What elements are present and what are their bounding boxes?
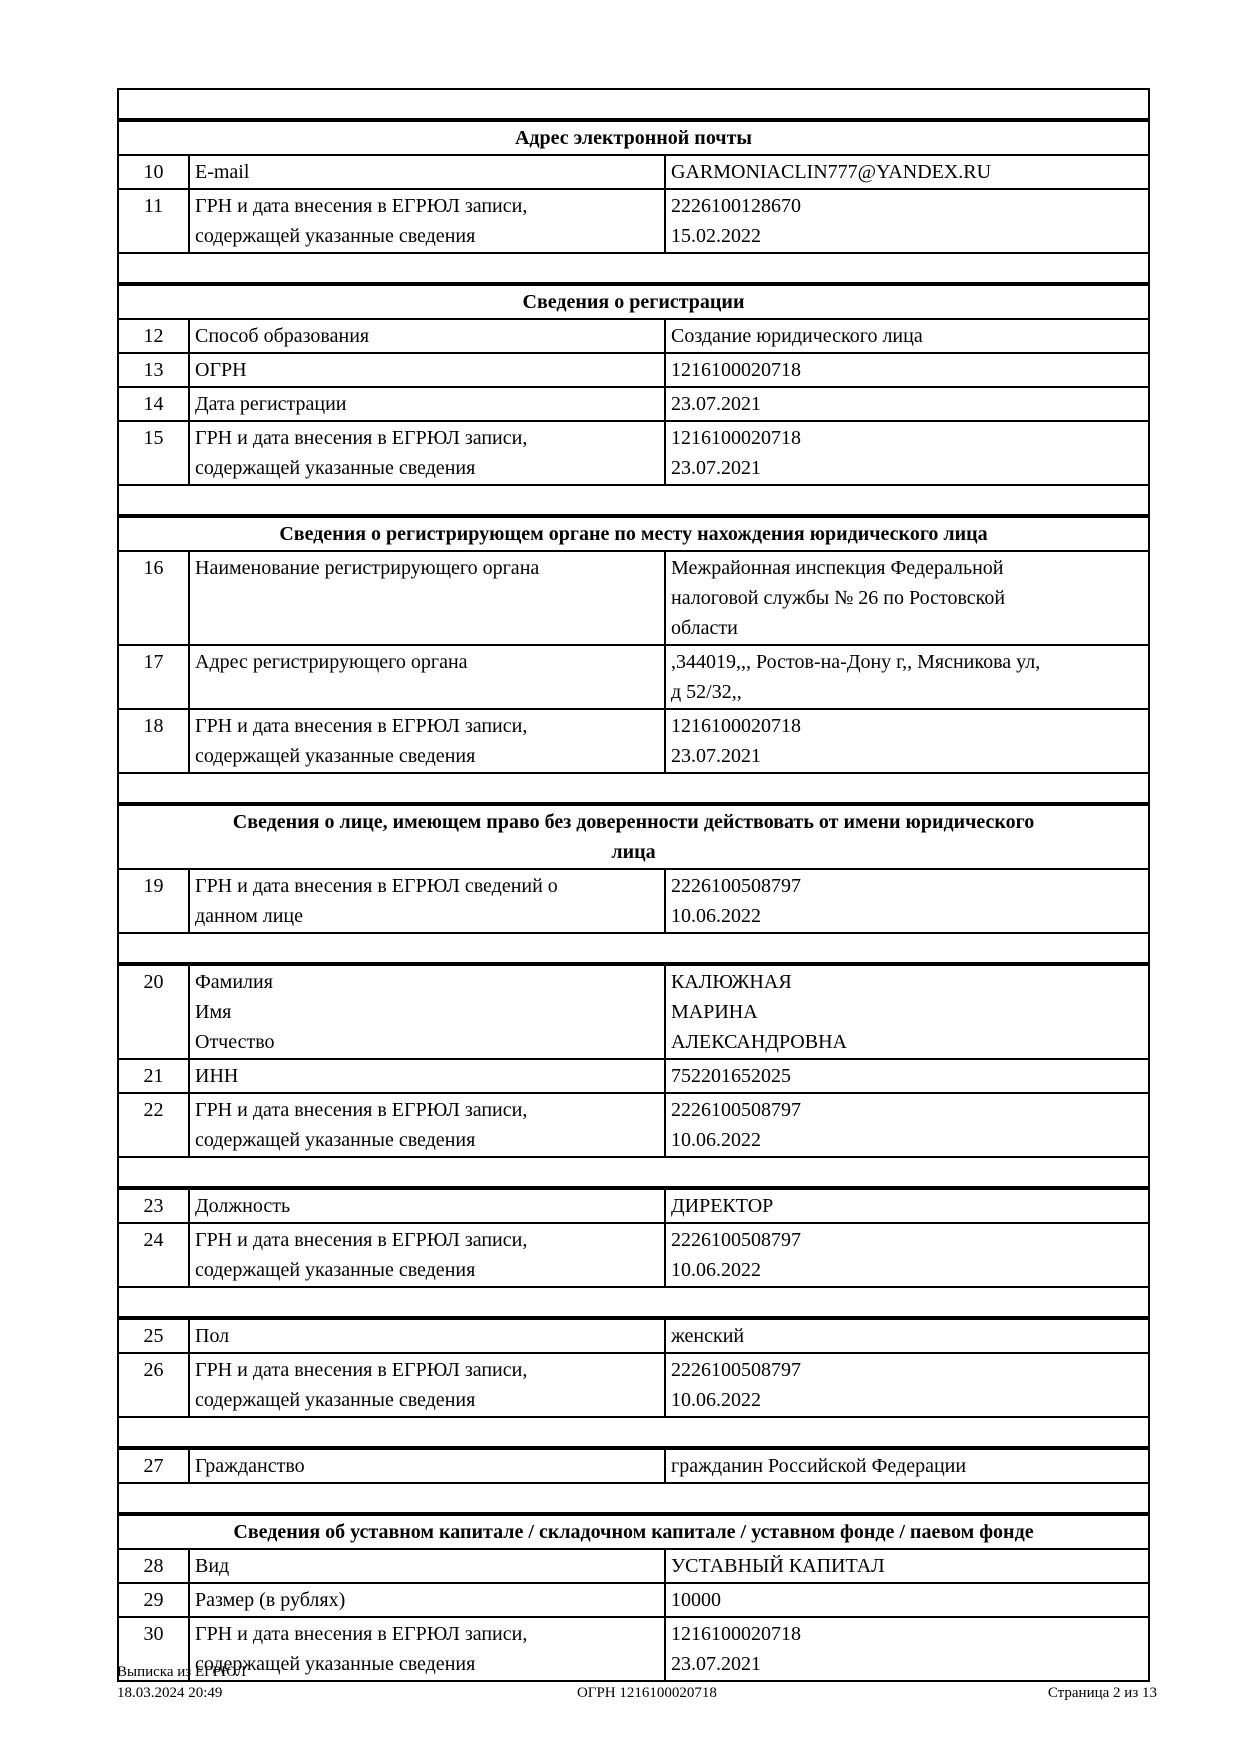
row-label-cell: ГРН и дата внесения в ЕГРЮЛ записи, содержащей указанные сведения xyxy=(189,1223,665,1287)
row-number-cell: 28 xyxy=(118,1549,189,1583)
row-value-cell: гражданин Российской Федерации xyxy=(665,1448,1149,1483)
spacer-cell xyxy=(118,773,1149,804)
row-label-cell: ГРН и дата внесения в ЕГРЮЛ записи, содержащей указанные сведения xyxy=(189,421,665,485)
row-label-cell: E-mail xyxy=(189,155,665,189)
spacer-cell xyxy=(118,253,1149,284)
row-label-cell: Пол xyxy=(189,1318,665,1353)
row-value-cell: 1216100020718 23.07.2021 xyxy=(665,709,1149,773)
table-row xyxy=(118,1059,1149,1093)
row-number-cell: 24 xyxy=(118,1223,189,1287)
table-row xyxy=(118,869,1149,933)
row-label-cell: ГРН и дата внесения в ЕГРЮЛ записи, содержащей указанные сведения xyxy=(189,1353,665,1417)
row-number-cell: 18 xyxy=(118,709,189,773)
section-header: Сведения о лице, имеющем право без доверенности действовать от имени юридического лица xyxy=(118,804,1149,869)
row-number-cell: 23 xyxy=(118,1188,189,1223)
table-row xyxy=(118,709,1149,773)
row-value-cell: ,344019,,, Ростов-на-Дону г,, Мясникова ул, д 52/32,, xyxy=(665,645,1149,709)
row-number-cell: 27 xyxy=(118,1448,189,1483)
row-number-cell: 16 xyxy=(118,551,189,645)
egrul-table xyxy=(117,88,1150,1682)
row-value-cell: КАЛЮЖНАЯ МАРИНА АЛЕКСАНДРОВНА xyxy=(665,964,1149,1059)
row-label-cell: ГРН и дата внесения в ЕГРЮЛ записи, содержащей указанные сведения xyxy=(189,1617,665,1681)
table-row xyxy=(118,1583,1149,1617)
table-row xyxy=(118,1188,1149,1223)
table-row xyxy=(118,1353,1149,1417)
table-row xyxy=(118,551,1149,645)
spacer-row xyxy=(118,1417,1149,1448)
row-number-cell: 10 xyxy=(118,155,189,189)
row-label-cell: Адрес регистрирующего органа xyxy=(189,645,665,709)
section-header: Сведения о регистрирующем органе по месту нахождения юридического лица xyxy=(118,516,1149,551)
spacer-cell xyxy=(118,1157,1149,1188)
section-header-row xyxy=(118,804,1149,869)
row-label-cell: ГРН и дата внесения в ЕГРЮЛ записи, содержащей указанные сведения xyxy=(189,709,665,773)
row-value-cell: 2226100128670 15.02.2022 xyxy=(665,189,1149,253)
row-number-cell: 30 xyxy=(118,1617,189,1681)
row-number-cell: 26 xyxy=(118,1353,189,1417)
row-value-cell: 1216100020718 23.07.2021 xyxy=(665,1617,1149,1681)
table-row xyxy=(118,155,1149,189)
row-value-cell: Создание юридического лица xyxy=(665,319,1149,353)
spacer-row xyxy=(118,253,1149,284)
table-row xyxy=(118,1318,1149,1353)
row-value-cell: 1216100020718 xyxy=(665,353,1149,387)
row-label-cell: ИНН xyxy=(189,1059,665,1093)
row-label-cell: Наименование регистрирующего органа xyxy=(189,551,665,645)
section-header-row xyxy=(118,516,1149,551)
spacer-row xyxy=(118,1483,1149,1514)
egrul-table-body xyxy=(118,89,1149,1681)
footer-datetime: 18.03.2024 20:49 xyxy=(117,1685,223,1701)
row-value-cell: GARMONIACLIN777@YANDEX.RU xyxy=(665,155,1149,189)
spacer-row xyxy=(118,1157,1149,1188)
row-number-cell: 14 xyxy=(118,387,189,421)
page-footer xyxy=(117,1662,1157,1704)
row-label-cell: Фамилия Имя Отчество xyxy=(189,964,665,1059)
row-value-cell: Межрайонная инспекция Федеральной налоговой службы № 26 по Ростовской области xyxy=(665,551,1149,645)
table-row xyxy=(118,1093,1149,1157)
row-value-cell: 1216100020718 23.07.2021 xyxy=(665,421,1149,485)
spacer-row xyxy=(118,773,1149,804)
row-number-cell: 12 xyxy=(118,319,189,353)
row-value-cell: 2226100508797 10.06.2022 xyxy=(665,1353,1149,1417)
table-row xyxy=(118,387,1149,421)
row-label-cell: ГРН и дата внесения в ЕГРЮЛ записи, содержащей указанные сведения xyxy=(189,1093,665,1157)
row-value-cell: ДИРЕКТОР xyxy=(665,1188,1149,1223)
row-number-cell: 19 xyxy=(118,869,189,933)
row-label-cell: ГРН и дата внесения в ЕГРЮЛ записи, содержащей указанные сведения xyxy=(189,189,665,253)
row-number-cell: 13 xyxy=(118,353,189,387)
row-label-cell: Способ образования xyxy=(189,319,665,353)
table-row xyxy=(118,1549,1149,1583)
row-label-cell: Должность xyxy=(189,1188,665,1223)
table-row xyxy=(118,421,1149,485)
row-value-cell: 2226100508797 10.06.2022 xyxy=(665,869,1149,933)
row-number-cell: 25 xyxy=(118,1318,189,1353)
row-value-cell: 10000 xyxy=(665,1583,1149,1617)
section-header: Сведения о регистрации xyxy=(118,284,1149,319)
spacer-row xyxy=(118,485,1149,516)
table-row xyxy=(118,1223,1149,1287)
table-row xyxy=(118,353,1149,387)
row-value-cell: УСТАВНЫЙ КАПИТАЛ xyxy=(665,1549,1149,1583)
row-value-cell: 2226100508797 10.06.2022 xyxy=(665,1093,1149,1157)
row-label-cell: ОГРН xyxy=(189,353,665,387)
section-header-row xyxy=(118,284,1149,319)
table-row xyxy=(118,189,1149,253)
spacer-row xyxy=(118,1287,1149,1318)
row-number-cell: 15 xyxy=(118,421,189,485)
row-label-cell: Размер (в рублях) xyxy=(189,1583,665,1617)
row-value-cell: 2226100508797 10.06.2022 xyxy=(665,1223,1149,1287)
row-number-cell: 21 xyxy=(118,1059,189,1093)
row-value-cell: 752201652025 xyxy=(665,1059,1149,1093)
spacer-row xyxy=(118,933,1149,964)
row-number-cell: 29 xyxy=(118,1583,189,1617)
spacer-cell xyxy=(118,1287,1149,1318)
row-number-cell: 11 xyxy=(118,189,189,253)
table-row xyxy=(118,964,1149,1059)
table-row xyxy=(118,1448,1149,1483)
spacer-cell xyxy=(118,485,1149,516)
spacer-cell xyxy=(118,1483,1149,1514)
spacer-cell xyxy=(118,933,1149,964)
spacer-row xyxy=(118,89,1149,120)
section-header: Адрес электронной почты xyxy=(118,120,1149,155)
row-label-cell: ГРН и дата внесения в ЕГРЮЛ сведений о данном лице xyxy=(189,869,665,933)
row-label-cell: Дата регистрации xyxy=(189,387,665,421)
table-row xyxy=(118,645,1149,709)
spacer-cell xyxy=(118,1417,1149,1448)
row-value-cell: 23.07.2021 xyxy=(665,387,1149,421)
row-number-cell: 17 xyxy=(118,645,189,709)
footer-doc-name: Выписка из ЕГРЮЛ xyxy=(117,1664,246,1680)
footer-page-number: Страница 2 из 13 xyxy=(1047,1685,1157,1701)
section-header-row xyxy=(118,120,1149,155)
row-number-cell: 20 xyxy=(118,964,189,1059)
row-label-cell: Гражданство xyxy=(189,1448,665,1483)
section-header: Сведения об уставном капитале / складочном капитале / уставном фонде / паевом фонде xyxy=(118,1514,1149,1549)
row-value-cell: женский xyxy=(665,1318,1149,1353)
table-row xyxy=(118,319,1149,353)
row-number-cell: 22 xyxy=(118,1093,189,1157)
row-label-cell: Вид xyxy=(189,1549,665,1583)
section-header-row xyxy=(118,1514,1149,1549)
footer-left xyxy=(117,1662,246,1704)
spacer-cell xyxy=(118,89,1149,120)
footer-ogrn: ОГРН 1216100020718 xyxy=(576,1685,717,1701)
